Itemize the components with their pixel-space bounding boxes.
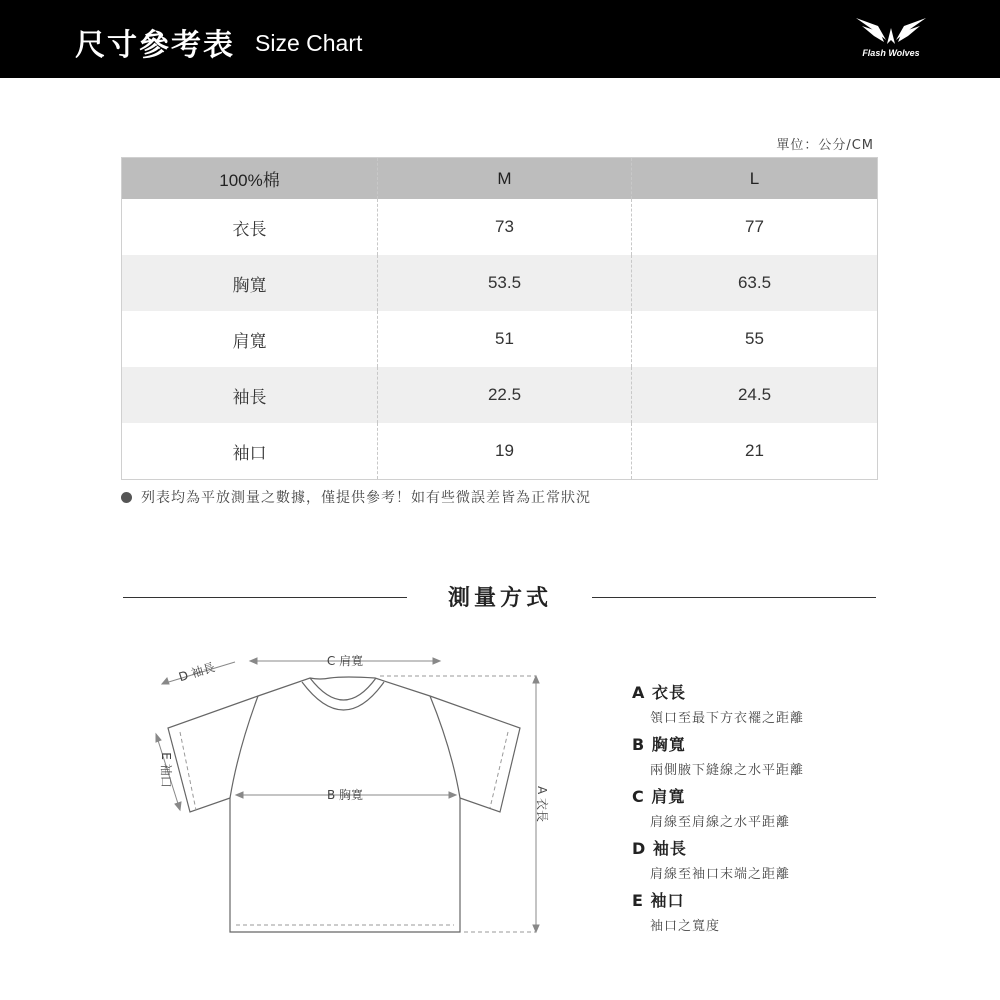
table-cell: 77 <box>632 199 878 255</box>
legend-description: 肩線至袖口末端之距離 <box>650 867 791 882</box>
table-row <box>122 311 878 367</box>
table-cell: 51 <box>378 311 632 367</box>
table-row <box>122 255 878 311</box>
legend-item <box>632 784 892 836</box>
legend-description: 袖口之寬度 <box>650 919 721 934</box>
measurement-legend <box>632 680 892 940</box>
legend-item <box>632 680 892 732</box>
label-chest: B 胸寬 <box>326 788 364 802</box>
legend-heading: E 袖口 <box>632 891 685 910</box>
header-bar <box>0 0 1000 78</box>
column-header: L <box>632 158 878 200</box>
table-row <box>122 423 878 480</box>
row-label: 肩寬 <box>232 331 267 351</box>
legend-item <box>632 888 892 940</box>
table-cell: 24.5 <box>632 367 878 423</box>
label-shoulder: C 肩寬 <box>326 654 364 668</box>
table-cell: 22.5 <box>378 367 632 423</box>
unit-label: 單位：公分/CM <box>776 138 874 153</box>
divider-right <box>592 597 876 598</box>
table-cell: 63.5 <box>632 255 878 311</box>
legend-heading: B 胸寬 <box>632 735 686 754</box>
page-subtitle: Size Chart <box>255 30 363 56</box>
legend-description: 兩側腋下縫線之水平距離 <box>650 763 805 778</box>
table-cell: 19 <box>378 423 632 480</box>
tshirt-outline <box>168 677 520 932</box>
legend-item <box>632 836 892 888</box>
table-header-row <box>122 158 878 200</box>
table-row <box>122 367 878 423</box>
legend-heading: A 衣長 <box>632 683 686 702</box>
legend-heading: C 肩寬 <box>632 787 686 806</box>
column-header: 100%棉 <box>122 158 378 200</box>
legend-item <box>632 732 892 784</box>
wolf-wings-icon <box>848 14 934 48</box>
size-table <box>121 157 878 480</box>
label-cuff: E 袖口 <box>159 752 173 788</box>
legend-heading: D 袖長 <box>632 839 687 858</box>
brand-logo <box>848 14 934 64</box>
legend-description: 領口至最下方衣襬之距離 <box>650 711 805 726</box>
table-cell: 73 <box>378 199 632 255</box>
legend-description: 肩線至肩線之水平距離 <box>650 815 791 830</box>
row-label: 胸寬 <box>122 255 378 311</box>
brand-name: Flash Wolves <box>862 48 920 58</box>
row-label: 袖長 <box>122 367 378 423</box>
column-header: M <box>378 158 632 200</box>
bullet-icon <box>121 492 132 503</box>
page-title: 尺寸參考表 <box>75 28 235 63</box>
section-title: 測量方式 <box>447 586 552 611</box>
tshirt-measurement-diagram <box>140 640 580 960</box>
label-body-length: A 衣長 <box>535 785 549 823</box>
table-cell: 21 <box>632 423 878 480</box>
table-row <box>122 199 878 255</box>
divider-left <box>123 597 407 598</box>
measurement-note <box>121 487 591 507</box>
table-cell: 53.5 <box>378 255 632 311</box>
label-sleeve-length: D 袖長 <box>177 660 217 685</box>
note-text: 列表均為平放測量之數據，僅提供參考！如有些微誤差皆為正常狀況 <box>141 490 591 506</box>
row-label: 袖口 <box>232 443 267 463</box>
row-label: 衣長 <box>232 219 267 239</box>
table-cell: 55 <box>632 311 878 367</box>
